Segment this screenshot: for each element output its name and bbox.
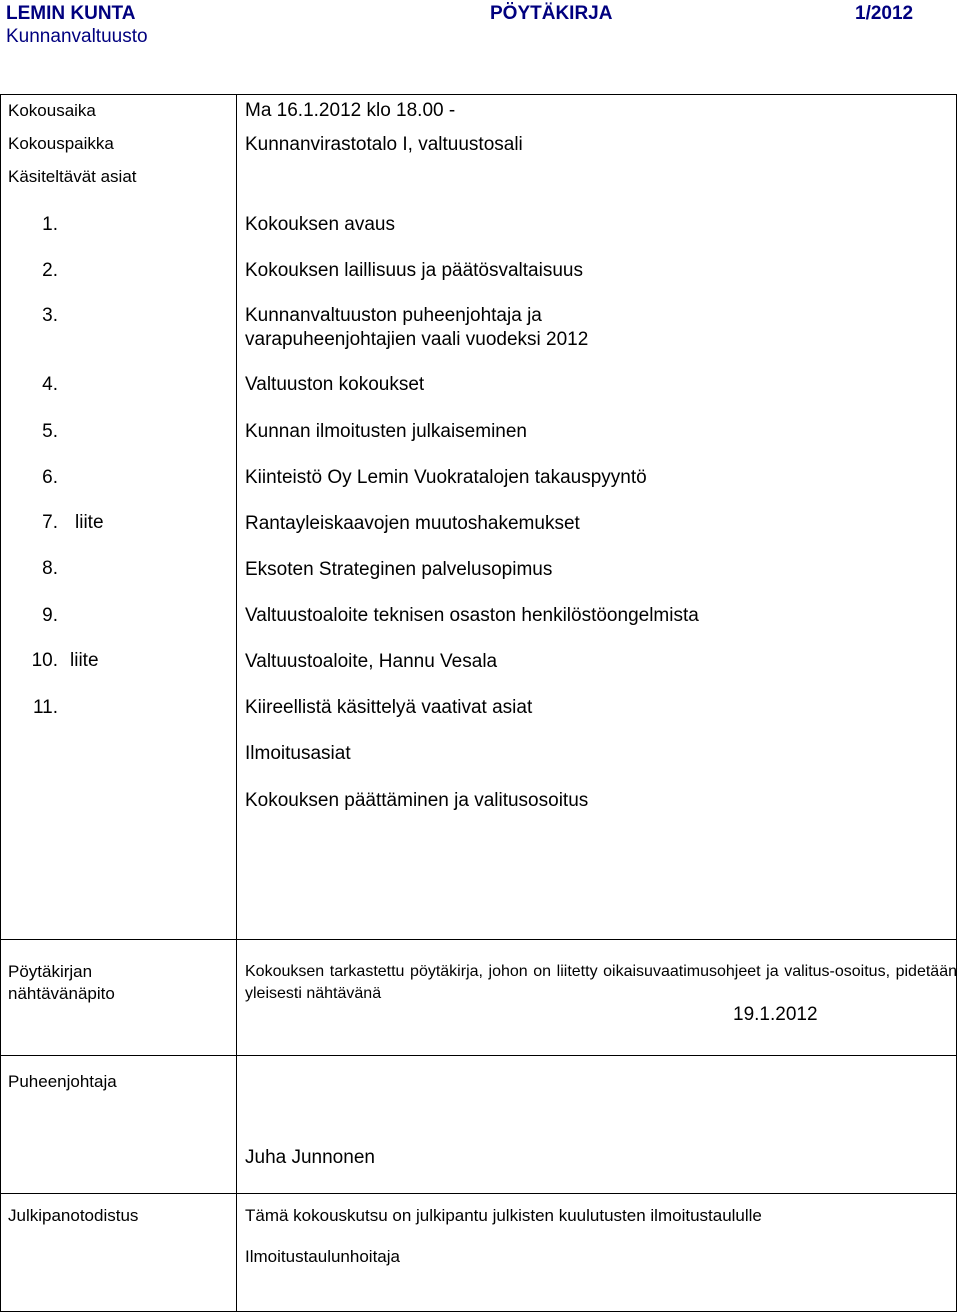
- organization-name: LEMIN KUNTA: [6, 3, 136, 24]
- agenda-number: 3.: [42, 305, 58, 326]
- agenda-number: 1.: [42, 214, 58, 235]
- agenda-title: Kiinteistö Oy Lemin Vuokratalojen takauspyyntö: [245, 467, 647, 488]
- publication-signer: Ilmoitustaulunhoitaja: [245, 1247, 400, 1266]
- agenda-title: Rantayleiskaavojen muutoshakemukset: [245, 513, 580, 534]
- agenda-title: Valtuustoaloite teknisen osaston henkilöstöongelmista: [245, 605, 699, 626]
- agenda-title: Kokouksen laillisuus ja päätösvaltaisuus: [245, 260, 583, 281]
- agenda-title: Valtuustoaloite, Hannu Vesala: [245, 651, 498, 672]
- meeting-place-value: Kunnanvirastotalo I, valtuustosali: [245, 134, 523, 155]
- column-divider: [236, 94, 237, 1312]
- agenda-title: Valtuuston kokoukset: [245, 374, 425, 395]
- inspection-label-line1: Pöytäkirjan: [8, 962, 93, 981]
- inspection-label-line2: nähtävänäpito: [8, 984, 115, 1003]
- inspection-label: [8, 961, 115, 1005]
- attachment-marker: liite: [75, 512, 104, 533]
- chair-name: Juha Junnonen: [245, 1147, 375, 1168]
- agenda-number: 7.: [42, 512, 58, 533]
- agenda-number: 10.: [31, 650, 58, 671]
- agenda-number: 4.: [42, 374, 58, 395]
- meeting-time-label: Kokousaika: [8, 101, 96, 120]
- agenda-number: 8.: [42, 558, 58, 579]
- agenda-title-continuation: varapuheenjohtajien vaali vuodeksi 2012: [245, 329, 589, 350]
- agenda-title: Eksoten Strateginen palvelusopimus: [245, 559, 553, 580]
- row-divider: [0, 1055, 957, 1056]
- agenda-number: 11.: [32, 697, 58, 718]
- meeting-place-label: Kokouspaikka: [8, 134, 114, 153]
- agenda-number: 5.: [42, 421, 58, 442]
- agenda-extra-item: Ilmoitusasiat: [245, 743, 351, 764]
- agenda-number: 6.: [42, 467, 58, 488]
- agenda-title: Kiireellistä käsittelyä vaativat asiat: [245, 697, 533, 718]
- inspection-text: Kokouksen tarkastettu pöytäkirja, johon on liitetty oikaisuvaatimusohjeet ja valitus-osoitus, pidetään yleisesti nähtävänä: [245, 963, 957, 1002]
- meeting-time-value: Ma 16.1.2012 klo 18.00 -: [245, 100, 456, 121]
- agenda-title: Kunnan ilmoitusten julkaiseminen: [245, 421, 527, 442]
- agenda-extra-item: Kokouksen päättäminen ja valitusosoitus: [245, 790, 589, 811]
- publication-text: Tämä kokouskutsu on julkipantu julkisten kuulutusten ilmoitustaululle: [245, 1206, 762, 1225]
- document-number: 1/2012: [855, 3, 914, 24]
- agenda-number: 2.: [42, 260, 58, 281]
- agenda-number: 9.: [42, 605, 58, 626]
- attachment-marker: liite: [70, 650, 99, 671]
- governing-body: Kunnanvaltuusto: [6, 26, 148, 47]
- row-divider: [0, 1193, 957, 1194]
- agenda-title: Kokouksen avaus: [245, 214, 395, 235]
- row-divider: [0, 939, 957, 940]
- agenda-label: Käsiteltävät asiat: [8, 167, 137, 186]
- publication-label: Julkipanotodistus: [8, 1206, 139, 1225]
- inspection-date: 19.1.2012: [733, 1004, 818, 1025]
- agenda-title: Kunnanvaltuuston puheenjohtaja ja: [245, 305, 542, 326]
- chair-label: Puheenjohtaja: [8, 1072, 117, 1091]
- document-type: PÖYTÄKIRJA: [490, 3, 613, 24]
